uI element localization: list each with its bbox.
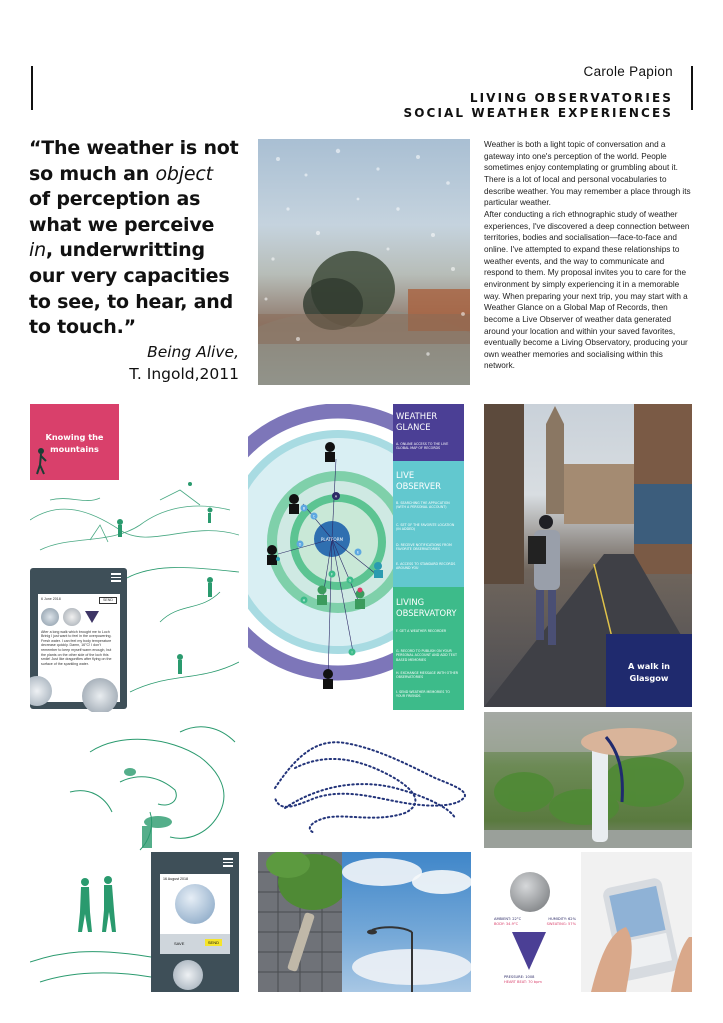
- phone-screen-notes: [30, 568, 127, 709]
- quote-line: of perception as: [29, 188, 201, 211]
- node-h-label: H: [302, 598, 306, 603]
- sky-photo: [342, 852, 471, 992]
- mountain-sketch: [30, 480, 239, 562]
- face-sketch-drawing: [30, 712, 239, 852]
- quote-source-title: Being Alive,: [147, 343, 239, 361]
- mountain-sketch-drawing: [30, 480, 239, 562]
- glasgow-label-line: Glasgow: [629, 673, 669, 683]
- weather-circle: [510, 872, 550, 912]
- weather-record-image: [175, 884, 215, 924]
- glasgow-label-box: [606, 634, 692, 707]
- weather-thumbnail[interactable]: [63, 608, 81, 626]
- mountains-label-line: Knowing the: [45, 432, 104, 442]
- recorder-scene: [484, 712, 692, 848]
- glance-title-line: WEATHER: [396, 411, 438, 421]
- poster-title-line1: LIVING OBSERVATORIES: [469, 91, 673, 105]
- weather-bubble: [173, 960, 203, 990]
- glance-title-line: GLANCE: [396, 421, 431, 432]
- node-e-label: E: [356, 550, 360, 555]
- node-a-label: A: [334, 494, 338, 499]
- live-item: D. RECEIVE NOTIFICATIONS FROM FAVORITE OBSERVATORIES: [396, 543, 452, 552]
- left-rule: [31, 66, 33, 110]
- living-title: [396, 597, 457, 618]
- record-card: [160, 874, 230, 934]
- living-item: I. SEND WEATHER MEMORIES TO YOUR FRIENDS: [396, 690, 451, 699]
- record-actions: [160, 934, 230, 954]
- mountains-label-line: mountains: [50, 444, 99, 454]
- hiker-icon: [32, 446, 52, 476]
- trajectory-lines: [255, 718, 475, 838]
- glance-item: A. ONLINE ACCESS TO THE LIVE GLOBAL MAP OF RECORDS: [396, 442, 449, 451]
- live-item: E. ACCESS TO STANDARD RECORDS AROUND YOU: [396, 562, 456, 571]
- legend-live-observer: [393, 461, 464, 587]
- diagram-legend: [393, 404, 464, 710]
- node-b-label: B: [302, 506, 306, 511]
- living-title-line: LIVING: [396, 597, 425, 607]
- ambient-reading: AMBIENT: 22°C: [494, 917, 522, 921]
- phone-hand-scene: [581, 852, 692, 992]
- quote-source-author: T. Ingold,2011: [129, 365, 239, 383]
- glasgow-street-photo: [484, 404, 692, 707]
- note-text: After a long walk which brought me to Loch Brinig I just want to feel in the overpowering. Fresh water. I can feel my body temperature decrease quickly. Damn, 16°C! I don't remember to keep myself warm enough, but the plants on the other side of the loch this smile! Just like dragonflies after flying on the surface of the sparkling water.: [41, 629, 112, 666]
- rainy-window-photo: [258, 139, 470, 385]
- node-g-label: G: [348, 578, 352, 583]
- quote-emphasis: in: [29, 239, 46, 262]
- pressure-triangle-icon: [512, 932, 546, 970]
- send-button[interactable]: SEND: [99, 597, 117, 604]
- living-item: F. GET A WEATHER RECORDER: [396, 629, 447, 633]
- author-name: Carole Papion: [583, 64, 673, 79]
- quote-emphasis: object: [155, 162, 213, 185]
- mountains-label-box: [30, 404, 119, 480]
- record-date: 16 August 2018: [163, 877, 188, 881]
- node-f-label: F: [330, 572, 334, 577]
- node-c-label: C: [312, 514, 316, 519]
- live-item: B. SEARCHING THE APPLICATION (WITH A PERSONAL ACCOUNT): [396, 501, 450, 510]
- sketch-with-phone: [30, 562, 239, 712]
- quote-line: to touch.”: [29, 316, 136, 339]
- description-paragraph-1: Weather is both a light topic of conversation and a gateway into one's perception of the world. People sometimes enjoy contemplating or grumbling about it. There is a lot of local and personal vocabularies to describe weather. You may remember a place through its particular weather.: [484, 140, 691, 208]
- hikers-sketch: [30, 852, 151, 992]
- sweating-reading: SWEATING: 57%: [546, 922, 576, 926]
- platform-label: PLATFORM: [320, 537, 344, 542]
- platform-diagram: [248, 404, 393, 710]
- quote-line: [29, 162, 254, 188]
- glasgow-label: [606, 660, 692, 684]
- live-title: [396, 470, 441, 491]
- legend-living-observatory: [393, 587, 464, 710]
- phone-in-hand-photo: [581, 852, 692, 992]
- building-scene: [258, 852, 342, 992]
- live-item: C. SET OF THE FAVORITE LOCATION (IN ADDED): [396, 523, 455, 532]
- phone-screen-record: [151, 852, 239, 992]
- right-rule: [691, 66, 693, 110]
- live-title-line: LIVE: [396, 470, 415, 480]
- poster-title-line2: SOCIAL WEATHER EXPERIENCES: [403, 106, 673, 120]
- description-paragraph-2: After conducting a rich ethnographic study of weather experiences, I've discovered a deep connection between territories, bodies and socialisation—face-to-face and online. I've attempted to expand these relationships to weather events, and the way to communicate and respond to them. My proposal invites you to care for the environment by simply experiencing it in a memorable way. When preparing your next trip, you may start with a Weather Glance on a Global Map of Records, then become a Live Observer of weather data generated around your location and within your saved favorites, eventually become a Living Observatory, producing your own weather memories and socialising within this network.: [484, 209, 690, 371]
- weather-thumbnail[interactable]: [41, 608, 59, 626]
- living-item: H. EXCHANGE MESSAGE WITH OTHER OBSERVATORIES: [396, 671, 459, 680]
- readings-top: [494, 917, 576, 927]
- quote-line: to see, to hear, and: [29, 290, 234, 313]
- quote-line: what we perceive: [29, 213, 215, 236]
- ingold-quote: [29, 136, 254, 341]
- readings-bottom: [504, 975, 542, 985]
- weather-recorder-photo: [484, 712, 692, 848]
- quote-line: our very capacities: [29, 264, 230, 287]
- quote-text: , underwritting: [45, 239, 205, 262]
- hikers-drawing: [30, 852, 151, 992]
- sky-scene: [342, 852, 471, 992]
- living-title-line: OBSERVATORY: [396, 607, 457, 618]
- body-readings-card: [484, 852, 581, 992]
- node-i-label: I: [351, 650, 353, 655]
- quote-line: “The weather is not: [29, 137, 239, 159]
- save-button[interactable]: SAVE: [174, 941, 185, 946]
- weather-triangle-icon: [85, 611, 99, 623]
- project-description: [484, 139, 696, 372]
- node-d-label: D: [298, 542, 302, 547]
- humidity-reading: HUMIDITY: 62%: [548, 917, 576, 921]
- hamburger-menu-icon[interactable]: [111, 573, 121, 581]
- send-button[interactable]: SEND: [205, 939, 222, 946]
- body-reading: BODY: 34.9°C: [494, 922, 519, 926]
- pressure-reading: PRESSURE: 1008: [504, 975, 535, 979]
- live-title-line: OBSERVER: [396, 480, 441, 491]
- quote-line: [29, 238, 254, 264]
- poster-title: [404, 91, 674, 121]
- quote-text: so much an: [29, 162, 156, 185]
- weather-thumbnails: [41, 608, 117, 626]
- rainy-window-scene: [258, 139, 470, 385]
- legend-glance: [393, 404, 464, 461]
- diagram-circles: [248, 404, 393, 710]
- note-date: 6 June 2018: [41, 597, 61, 601]
- hamburger-menu-icon[interactable]: [223, 858, 233, 866]
- heartbeat-reading: HEART BEAT: 70 bpm: [504, 980, 542, 984]
- living-item: G. RECORD TO PUBLISH ON YOUR PERSONAL ACCOUNT AND ADD TEXT BASED MEMORIES: [396, 649, 457, 662]
- face-sketch: [30, 712, 239, 852]
- glasgow-label-line: A walk in: [627, 661, 670, 671]
- glance-title: [396, 411, 437, 432]
- building-photo: [258, 852, 342, 992]
- weather-trajectory-drawing: [255, 718, 475, 838]
- weather-bubble: [82, 678, 118, 712]
